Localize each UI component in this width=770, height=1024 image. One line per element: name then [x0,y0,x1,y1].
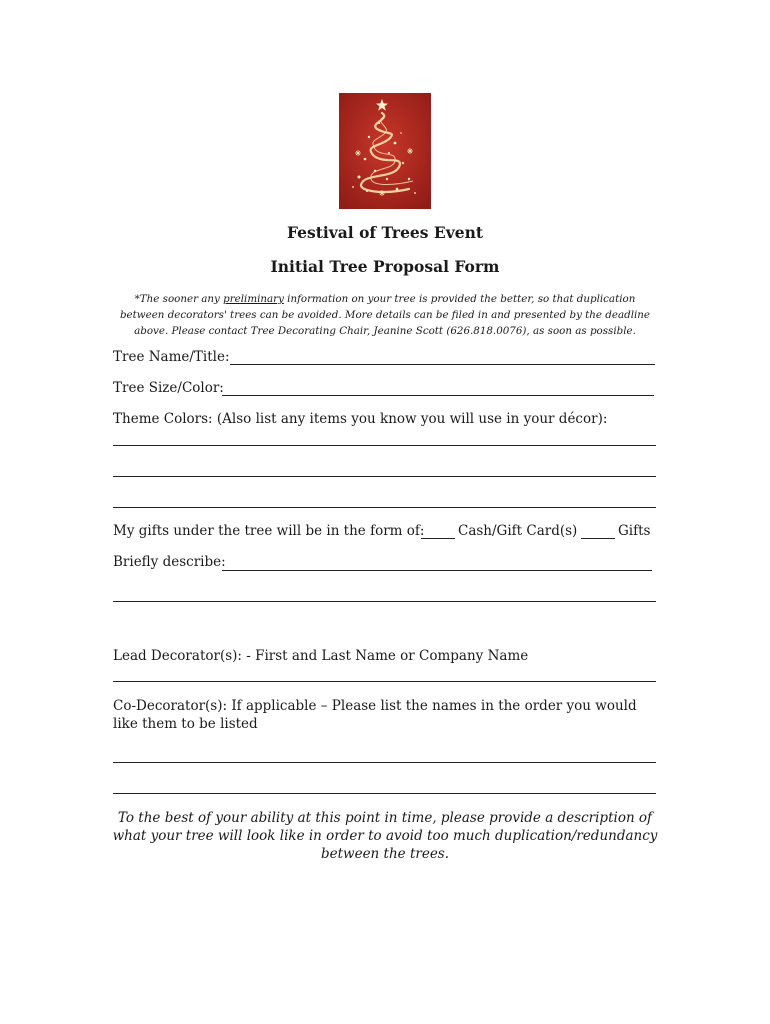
form-title: Initial Tree Proposal Form [270,257,500,276]
co-decorator-label: Co-Decorator(s): If applicable – Please list the names in the order you would like them to be listed [113,698,637,732]
co-decorator-line-2[interactable] [113,793,656,794]
lead-decorator-field[interactable] [113,681,656,682]
instructions-note [118,291,652,339]
note-text-2: information on your tree is provided the better, so that duplication between decorators' trees can be avoided. More details can be filed in and presented by the deadline above. Please contact Tree Decorating Chair, Jeanine Scott (626.818.0076), as soon as possible. [119,293,651,337]
tree-size-field[interactable] [222,395,654,396]
describe-field[interactable] [222,570,652,571]
theme-colors-line-2[interactable] [113,476,656,477]
lead-decorator-label: Lead Decorator(s): - First and Last Name or Company Name [113,648,529,664]
describe-label: Briefly describe: [113,554,226,570]
gifts-option-cash: Cash/Gift Card(s) [458,523,578,539]
tree-name-label: Tree Name/Title: [113,349,230,365]
co-decorator-line-1[interactable] [113,762,656,763]
theme-colors-line-3[interactable] [113,507,656,508]
tree-name-field[interactable] [230,364,655,365]
tree-size-label: Tree Size/Color: [113,380,224,396]
describe-line-2[interactable] [113,601,656,602]
note-underlined-word: preliminary [223,293,284,305]
theme-colors-label: Theme Colors: (Also list any items you know you will use in your décor): [113,411,608,427]
christmas-tree-logo-icon [339,93,431,209]
christmas-tree-logo [339,93,431,209]
closing-instructions: To the best of your ability at this point in time, please provide a description of what your tree will look like in order to avoid too much duplication/redundancy between the trees. [112,810,658,862]
event-title: Festival of Trees Event [286,223,484,242]
gifts-gifts-blank[interactable] [581,538,615,539]
gifts-label: My gifts under the tree will be in the form of: [113,523,425,539]
gifts-option-gifts: Gifts [618,523,651,539]
theme-colors-line-1[interactable] [113,445,656,446]
note-text-1: *The sooner any [134,293,224,305]
gifts-cash-blank[interactable] [421,538,455,539]
